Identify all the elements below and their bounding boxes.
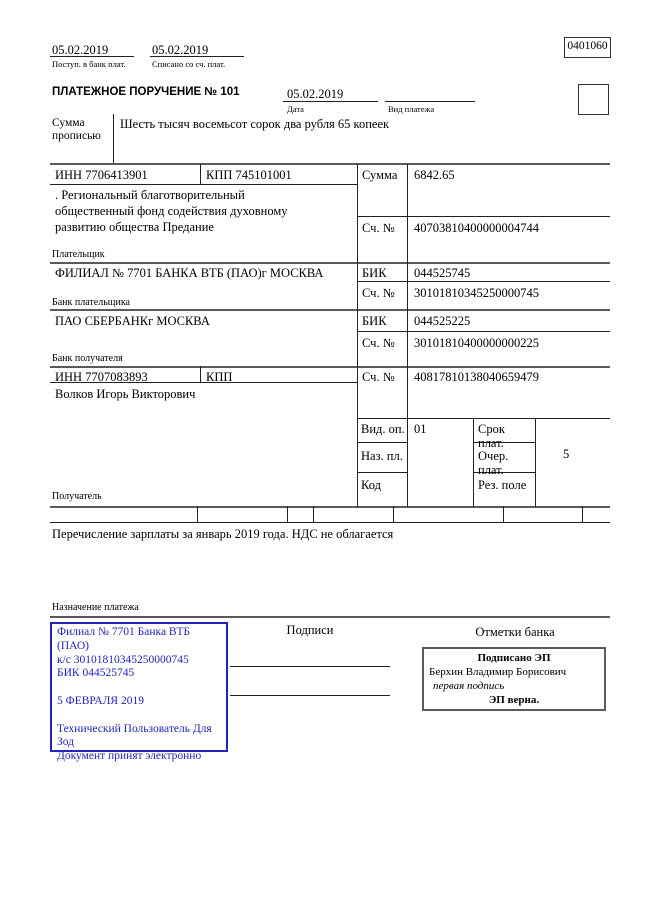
payee-label: Получатель bbox=[52, 491, 102, 502]
payee-section-border bbox=[50, 506, 610, 508]
payer-bank-account-label: Сч. № bbox=[362, 286, 395, 300]
payee-account-label: Сч. № bbox=[362, 370, 395, 384]
tax-cell-divider bbox=[287, 506, 288, 523]
signer-name: Берхин Владимир Борисович bbox=[429, 666, 567, 678]
priority-value: 5 bbox=[563, 447, 570, 461]
purpose-label: Назначение платежа bbox=[52, 602, 139, 613]
op-type-cell-border bbox=[357, 442, 407, 443]
payee-bank-bik-border bbox=[357, 331, 610, 332]
op-type-value: 01 bbox=[414, 422, 427, 436]
sum-value: 6842.65 bbox=[414, 168, 455, 182]
ep-verified: ЭП верна. bbox=[488, 694, 540, 706]
payee-bank-bik: 044525225 bbox=[414, 314, 471, 328]
signed-ep-title: Подписано ЭП bbox=[477, 652, 551, 664]
debited-date-underline bbox=[150, 56, 244, 57]
debited-label: Списано со сч. плат. bbox=[152, 59, 226, 69]
purpose-code-cell-border bbox=[357, 472, 407, 473]
document-title: ПЛАТЕЖНОЕ ПОРУЧЕНИЕ № 101 bbox=[52, 86, 240, 98]
details-divider-1 bbox=[473, 418, 474, 507]
label-value-divider bbox=[407, 164, 408, 507]
tax-cell-divider bbox=[197, 506, 198, 523]
payee-bank-account: 30101810400000000225 bbox=[414, 336, 539, 350]
payee-bank-section-border bbox=[50, 366, 610, 368]
payer-bank-bik: 044525745 bbox=[414, 266, 471, 280]
tax-cell-divider bbox=[582, 506, 583, 523]
payer-bank-label: Банк плательщика bbox=[52, 297, 130, 308]
amount-words-value: Шесть тысяч восемьсот сорок два рубля 65 копеек bbox=[120, 117, 390, 131]
date-underline bbox=[283, 101, 378, 102]
payee-inn: ИНН 7707083893 bbox=[55, 370, 148, 384]
amount-words-label: Сумма прописью bbox=[52, 117, 101, 143]
signature-kind: первая подпись bbox=[433, 680, 505, 692]
form-code-box bbox=[564, 37, 611, 58]
payer-bank-section-border bbox=[50, 309, 610, 311]
tax-fields-row-border bbox=[50, 522, 610, 523]
table-top-border bbox=[50, 163, 610, 165]
priority-label: Очер. плат. bbox=[478, 449, 509, 478]
form-code: 0401060 bbox=[567, 40, 608, 52]
code-label: Код bbox=[361, 478, 381, 492]
details-divider-2 bbox=[535, 418, 536, 507]
payer-name-line: . Региональный благотворительный bbox=[55, 188, 245, 202]
payee-name: Волков Игорь Викторович bbox=[55, 387, 196, 401]
due-label: Срок плат. bbox=[478, 422, 505, 451]
payer-kpp: КПП 745101001 bbox=[206, 168, 292, 182]
payee-bank-name: ПАО СБЕРБАНКг МОСКВА bbox=[55, 314, 210, 328]
stamp-line: БИК 044525745 bbox=[57, 667, 135, 680]
payment-kind-box bbox=[578, 84, 609, 115]
stamp-line bbox=[57, 709, 221, 723]
details-top-border bbox=[357, 418, 610, 419]
purpose-text: Перечисление зарплаты за январь 2019 года. НДС не облагается bbox=[52, 527, 394, 541]
signatures-label: Подписи bbox=[286, 623, 334, 637]
sum-row-border bbox=[357, 216, 610, 217]
payer-bank-account: 30101810345250000745 bbox=[414, 286, 539, 300]
payee-inn-kpp-divider bbox=[200, 366, 201, 383]
payee-account: 40817810138040659479 bbox=[414, 370, 539, 384]
debited-date: 05.02.2019 bbox=[152, 43, 209, 57]
stamp-line: Документ принят электронно bbox=[57, 750, 202, 763]
stamp-line: Филиал № 7701 Банка ВТБ (ПАО) bbox=[57, 626, 191, 652]
stamp-line bbox=[57, 681, 221, 695]
signature-line bbox=[230, 666, 390, 667]
payer-name-line: развитию общества Предание bbox=[55, 220, 214, 234]
payer-section-border bbox=[50, 262, 610, 264]
tax-cell-divider bbox=[503, 506, 504, 523]
payer-inn: ИНН 7706413901 bbox=[55, 168, 148, 182]
received-in-bank-date: 05.02.2019 bbox=[52, 43, 109, 57]
payee-bank-label: Банк получателя bbox=[52, 353, 123, 364]
purpose-section-border bbox=[50, 616, 610, 618]
payment-kind-underline bbox=[385, 101, 475, 102]
received-in-bank-label: Поступ. в банк плат. bbox=[52, 59, 126, 69]
main-column-divider bbox=[357, 164, 358, 507]
payee-bank-account-label: Сч. № bbox=[362, 336, 395, 350]
document-date: 05.02.2019 bbox=[287, 87, 344, 101]
tax-cell-divider bbox=[393, 506, 394, 523]
stamp-line: 5 ФЕВРАЛЯ 2019 bbox=[57, 694, 144, 707]
bank-marks-box bbox=[422, 647, 606, 711]
payer-label: Плательщик bbox=[52, 249, 105, 260]
date-label: Дата bbox=[287, 104, 304, 114]
payer-name-line: общественный фонд содействия духовному bbox=[55, 204, 288, 218]
bank-stamp bbox=[50, 622, 228, 763]
payer-bank-bik-border bbox=[357, 281, 610, 282]
purpose-code-label: Наз. пл. bbox=[361, 449, 403, 463]
payer-bank-name: ФИЛИАЛ № 7701 БАНКА ВТБ (ПАО)г МОСКВА bbox=[55, 266, 324, 280]
payee-kpp-label: КПП bbox=[206, 370, 233, 384]
stamp-line: Зод bbox=[57, 736, 75, 749]
payer-account: 40703810400000004744 bbox=[414, 221, 539, 235]
inn-kpp-row-border bbox=[50, 184, 357, 185]
reserve-label: Рез. поле bbox=[478, 478, 527, 492]
stamp-line: Технический Пользователь Для bbox=[57, 722, 212, 735]
stamp-line: к/с 30101810345250000745 bbox=[57, 653, 189, 666]
tax-cell-divider bbox=[313, 506, 314, 523]
received-date-underline bbox=[50, 56, 134, 57]
payee-bank-bik-label: БИК bbox=[362, 314, 387, 328]
payer-bank-bik-label: БИК bbox=[362, 266, 387, 280]
bank-marks-label: Отметки банка bbox=[475, 625, 555, 639]
inn-kpp-divider bbox=[200, 164, 201, 184]
op-type-label: Вид. оп. bbox=[361, 422, 405, 436]
payer-account-label: Сч. № bbox=[362, 221, 395, 235]
sum-label: Сумма bbox=[362, 168, 398, 182]
payment-kind-label: Вид платежа bbox=[388, 104, 435, 114]
amount-words-divider bbox=[113, 114, 114, 165]
signature-line bbox=[230, 695, 390, 696]
